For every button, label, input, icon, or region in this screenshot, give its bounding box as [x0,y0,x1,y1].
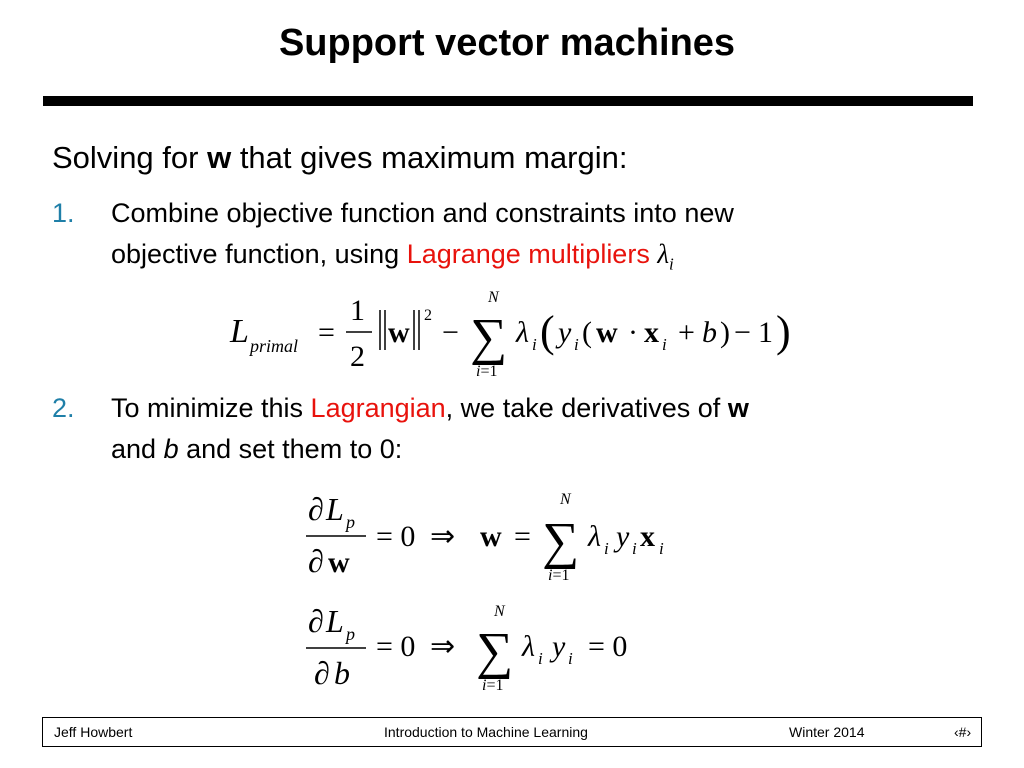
svg-text:b: b [702,316,717,349]
svg-text:∑: ∑ [542,513,580,570]
svg-text:w: w [388,316,410,349]
svg-text:−: − [734,316,751,349]
svg-text:y: y [552,630,566,663]
svg-text:p: p [346,512,355,532]
lambda-symbol: $\lambda_i$ [657,239,674,274]
svg-text:λ: λ [516,316,529,349]
svg-text:2: 2 [350,340,365,373]
lagrangian-term: Lagrangian [310,393,446,423]
svg-text:y: y [616,520,630,553]
svg-text:x: x [640,520,655,553]
svg-text:L: L [326,603,344,639]
svg-text:): ) [720,316,730,349]
svg-text:= 0: = 0 [376,630,416,663]
svg-text:·: · [628,316,638,349]
step-1-number: 1. [52,198,75,228]
lagrange-multipliers-term: Lagrange multipliers [406,239,650,269]
svg-text:N: N [494,603,505,620]
svg-text:w: w [596,316,618,349]
svg-text:= 0: = 0 [376,520,416,553]
svg-text:∂: ∂ [308,543,324,579]
footer-course: Introduction to Machine Learning [384,724,588,740]
svg-text:L: L [326,491,344,527]
svg-text:+: + [678,316,695,349]
footer-author: Jeff Howbert [54,724,133,740]
svg-text:N: N [488,289,499,306]
svg-text:i: i [659,539,664,558]
svg-text:λ: λ [522,630,535,663]
svg-text:i=1: i=1 [482,677,504,694]
footer-term: Winter 2014 [789,724,865,740]
svg-text:∑: ∑ [470,309,508,366]
svg-text:=: = [318,316,335,349]
step-2-number: 2. [52,393,75,423]
svg-text:i: i [604,539,609,558]
svg-text:2: 2 [424,307,432,324]
svg-text:i=1: i=1 [548,567,570,584]
equation-derivative-b-svg [304,598,664,702]
svg-text:(: ( [540,307,555,356]
equation-primal [226,288,806,383]
svg-text:x: x [644,316,659,349]
svg-text:i=1: i=1 [476,363,498,380]
svg-text:): ) [776,307,791,356]
step-2-line-1: To minimize this Lagrangian, we take derivatives of w [111,393,749,423]
slide-footer [42,717,982,747]
equation-derivative-b [304,598,664,702]
step-1-line-2: objective function, using Lagrange multipliers $\lambda_i$ [111,239,674,274]
title-divider [43,96,973,106]
svg-text:⇒: ⇒ [430,630,456,663]
equation-derivative-w [304,486,694,590]
svg-text:(: ( [582,316,592,349]
svg-text:b: b [334,655,350,691]
svg-text:i: i [532,335,537,354]
svg-text:i: i [662,335,667,354]
svg-text:⇒: ⇒ [430,520,456,553]
svg-text:=: = [514,520,531,553]
svg-text:i: i [632,539,637,558]
svg-text:∑: ∑ [476,623,514,680]
svg-text:i: i [574,335,579,354]
svg-text:λ: λ [588,520,601,553]
step-2-line-2: and b and set them to 0: [111,434,403,464]
svg-text:1: 1 [758,316,773,349]
svg-text:w: w [328,546,350,579]
svg-text:L: L [230,313,249,350]
slide-title: Support vector machines [278,22,736,64]
footer-page-number: ‹#› [954,724,972,740]
svg-text:= 0: = 0 [588,630,628,663]
svg-text:i: i [568,649,573,668]
svg-text:∂: ∂ [314,655,330,691]
svg-text:p: p [346,624,355,644]
svg-text:∂: ∂ [308,491,324,527]
svg-text:i: i [538,649,543,668]
svg-text:N: N [560,491,571,508]
svg-text:∂: ∂ [308,603,324,639]
svg-text:−: − [442,316,459,349]
svg-text:primal: primal [250,336,299,356]
svg-text:w: w [480,520,502,553]
step-1-line-1: Combine objective function and constraints into new [111,198,734,228]
equation-primal-svg [226,288,806,383]
svg-text:1: 1 [350,294,365,327]
svg-text:y: y [558,316,572,349]
equation-derivative-w-svg [304,486,694,590]
intro-text: Solving for w that gives maximum margin: [52,140,628,175]
